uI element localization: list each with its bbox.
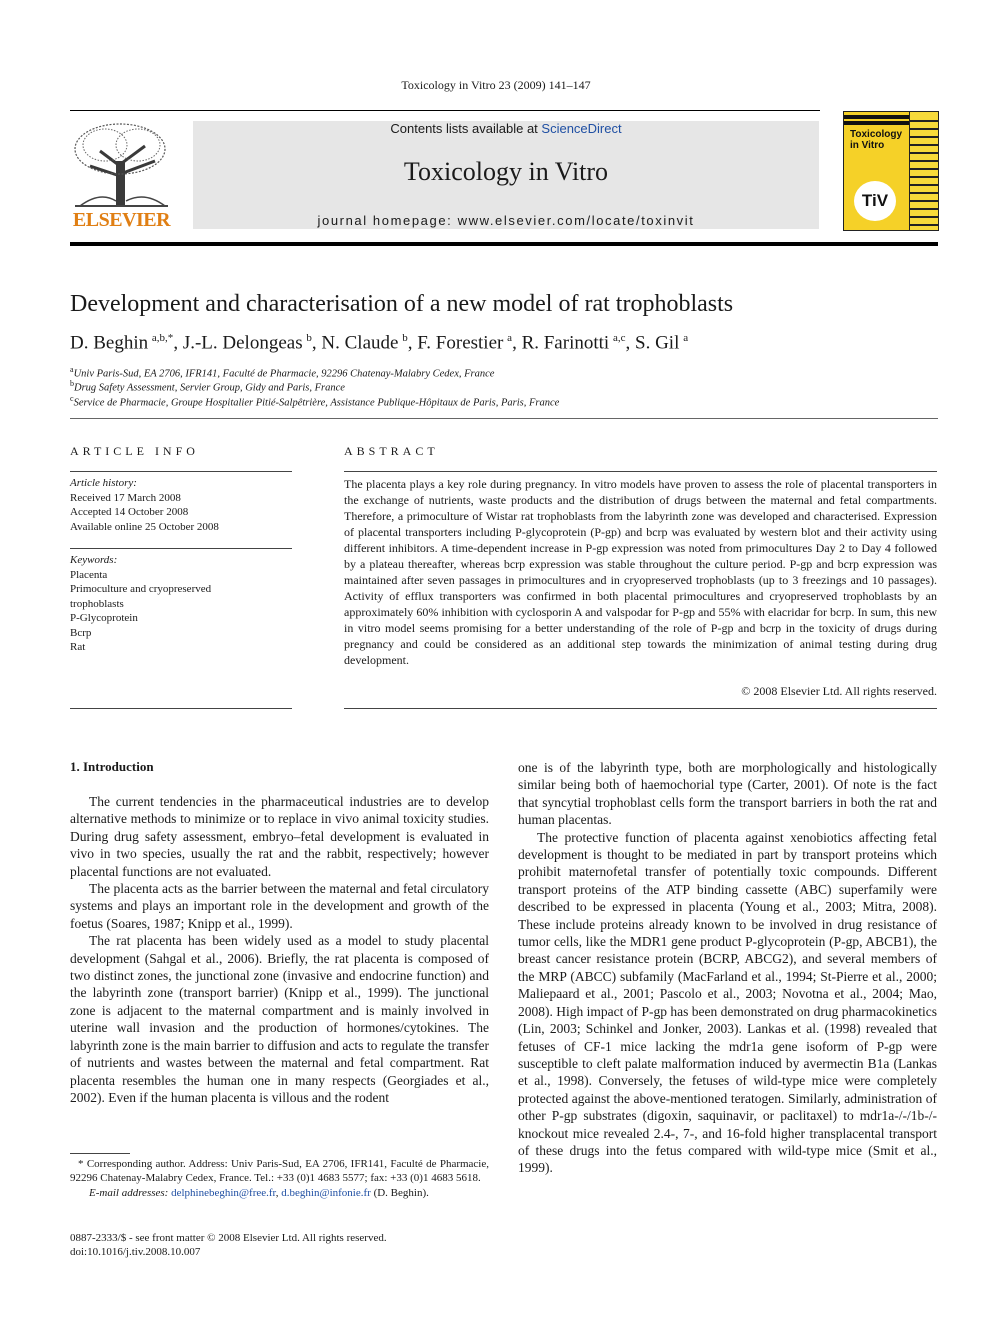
email-label: E-mail addresses: [89, 1186, 169, 1199]
author[interactable]: J.-L. Delongeas [182, 332, 303, 354]
journal-cover-thumbnail [843, 111, 939, 231]
abstract-copyright: © 2008 Elsevier Ltd. All rights reserved. [741, 684, 937, 698]
journal-homepage[interactable]: journal homepage: www.elsevier.com/locate/toxinvit [317, 213, 695, 228]
paragraph: The current tendencies in the pharmaceutical industries are to develop alternative methods to minimize or to replace in vivo animal toxicity studies. During drug safety assessment, embryo–fetal development is evaluated in vivo in two species, usually the rat and the rabbit, respectively; however placental functions are not evaluated. [70, 794, 489, 879]
article-history [70, 476, 292, 534]
affiliation: $^a$Univ Paris-Sud, EA 2706, IFR141, Faculté de Pharmacie, 92296 Chatenay-Malabry Cedex, France [70, 365, 495, 380]
author-list: D. Beghin $^{a,b,*}$, J.-L. Delongeas $^b$, N. Claude $^b$, F. Forestier $^a$, R. Farinotti $^{a,c}$, S. Gil $^a$ [70, 332, 689, 354]
author[interactable]: R. Farinotti [521, 332, 610, 354]
abstract-bottom-rule [344, 708, 937, 709]
history-item: Received 17 March 2008 [70, 491, 181, 504]
cover-title: Toxicology in Vitro [850, 129, 903, 151]
article-title: Development and characterisation of a new model of rat trophoblasts [70, 291, 734, 317]
affiliation-rule [70, 418, 938, 419]
author[interactable]: F. Forestier [417, 332, 504, 354]
contents-line [193, 121, 819, 136]
keyword: Placenta [70, 568, 108, 581]
doi-line[interactable]: doi:10.1016/j.tiv.2008.10.007 [70, 1246, 201, 1258]
author[interactable]: D. Beghin [70, 332, 149, 354]
abstract-text: The placenta plays a key role during pregnancy. In vitro models have proven to assess the role of placental transporters in the exchange of nutrients, waste products and the distribution of drugs between the maternal and fetal compartments. Therefore, a primoculture of Wistar rat trophoblasts from the labyrinth zone was developed and characterised. Expression of placental transporters including P-glycoprotein (P-gp) and bcrp was evaluated by western blot and their activity using different inhibitors. A time-dependent increase in P-gp expression was noted from primocultures Day 2 to Day 4 followed by a plateau thereafter, whereas bcrp expression was stable throughout the culture period. P-gp and bcrp expression was maintained after seven passages in primocultures and in cryopreserved trophoblasts (up to 3 freezings and 10 passages). Activity of efflux transporters was confirmed in both placental primocultures and cryopreserved trophoblasts by an approximately 60% inhibition with cyclosporin A and valspodar for P-gp and 55% with elacridar for bcrp. In sum, this new in vitro model seems promising for a better understanding of the role of P-gp and bcrp in the toxicity of drugs during pregnancy and could be considered as an additional step towards the minimization of animal testing during drug development. [344, 477, 937, 667]
paragraph: one is of the labyrinth type, both are morphologically and histologically similar being both of haemochorial type (Carter, 2001). Of note is the fact that syncytial trophoblast cells form the transport barriers in both the rat and human placentas. [518, 760, 937, 828]
author[interactable]: N. Claude [321, 332, 399, 354]
paragraph: The rat placenta has been widely used as a model to study placental development (Sahgal et al., 2006). Briefly, the rat placenta is composed of two distinct zones, the junctional zone (invasive and endocrine function) and the labyrinth zone (transport barrier) (Knipp et al., 1999). The junctional zone is adjacent to the maternal compartment and is mainly involved in uterine wall invasion and the production of hormones/cytokines. The labyrinth zone is the main barrier to diffusion and acts to regulate the transfer of nutrients and wastes between the maternal and fetal compartment. Rat placenta resembles the human one in many respects (Georgiades et al., 2002). Even if the human placenta is villous and the rodent [70, 933, 489, 1105]
corresponding-author-footnote: * Corresponding author. Address: Univ Paris-Sud, EA 2706, IFR141, Faculté de Pharmacie, 92296 Chatenay-Malabry Cedex, France. Tel.: +33 (0)1 4683 5577; fax: +33 (0)1 4683 5618. E-mail addresses: delphinebeghin@free.fr, d.beghin@infonie.fr (D. Beghin). [70, 1158, 489, 1199]
email-link[interactable]: d.beghin@infonie.fr [281, 1186, 371, 1199]
history-item: Available online 25 October 2008 [70, 520, 219, 533]
article-info-heading: ARTICLE INFO [70, 444, 199, 458]
affiliation: $^c$Service de Pharmacie, Groupe Hospitalier Pitié-Salpêtrière, Assistance Publique-Hôpitaux de Paris, Paris, France [70, 394, 560, 409]
journal-reference: Toxicology in Vitro 23 (2009) 141–147 [401, 78, 591, 92]
section-heading-introduction: 1. Introduction [70, 759, 154, 774]
page-footer [70, 1231, 387, 1259]
journal-title: Toxicology in Vitro [403, 157, 609, 186]
keyword: P-Glycoprotein [70, 612, 138, 624]
sciencedirect-link[interactable]: ScienceDirect [541, 121, 622, 136]
header-top-rule [70, 110, 820, 111]
issn-line: 0887-2333/$ - see front matter © 2008 Elsevier Ltd. All rights reserved. [70, 1232, 387, 1244]
footnote-text: * Corresponding author. Address: Univ Paris-Sud, EA 2706, IFR141, Faculté de Pharmacie, 92296 Chatenay-Malabry Cedex, France. Tel.: +33 (0)1 4683 5577; fax: +33 (0)1 4683 5618. [70, 1158, 489, 1185]
body-column-left [70, 793, 489, 1106]
keywords-rule [70, 708, 292, 709]
contents-prefix: Contents lists available at [390, 121, 542, 136]
history-rule [70, 548, 292, 549]
abstract-top-rule [344, 471, 937, 472]
email-link[interactable]: delphinebeghin@free.fr [171, 1186, 276, 1199]
footnote-rule [70, 1153, 130, 1154]
body-column-right [518, 759, 937, 1177]
keyword: Bcrp [70, 626, 92, 639]
elsevier-wordmark: ELSEVIER [72, 209, 171, 231]
author[interactable]: S. Gil [635, 332, 680, 354]
email-suffix: (D. Beghin). [373, 1186, 429, 1199]
paragraph: The placenta acts as the barrier between the maternal and fetal circulatory systems and plays an important role in the development and growth of the foetus (Soares, 1987; Knipp et al., 1999). [70, 881, 489, 931]
header-thick-rule [70, 242, 938, 246]
keyword: trophoblasts [70, 597, 124, 610]
article-info-rule [70, 471, 292, 472]
affiliation: $^b$Drug Safety Assessment, Servier Group, Gidy and Paris, France [70, 379, 345, 394]
abstract-heading: ABSTRACT [344, 444, 439, 458]
history-item: Accepted 14 October 2008 [70, 506, 189, 518]
keywords-label: Keywords: [70, 554, 118, 566]
keywords [70, 553, 292, 655]
history-label: Article history: [70, 477, 137, 489]
paragraph: The protective function of placenta against xenobiotics affecting fetal development is thought to be mediated in part by transport proteins which prohibit maternofetal transfer of potentially toxic compounds. Different transport proteins of the ATP binding cassette (ABC) superfamily were described to be expressed in placenta (Young et al., 2003; Mitra, 2008). These include proteins already known to be involved in drug resistance of tumor cells, like the MDR1 gene product P-glycoprotein (P-gp, ABCB1), the breast cancer resistance protein (BCRP, ABCG2), and several members of the MRP (ABCC) subfamily (MacFarland et al., 1994; St-Pierre et al., 2000; Maliepaard et al., 2001; Pascolo et al., 2003; Novotna et al., 2004; Mao, 2008). High impact of P-gp has been demonstrated on drug pharmacokinetics (Lin, 2003; Schinkel and Jonker, 2003). Lankas et al. (1998) revealed that fetuses of CF-1 mice lacking the mdr1a gene isoform of P-gp were susceptible to cleft palate malformation induced by avermectin B1a (Lankas et al., 1998). Conversely, the fetuses of wild-type mice were completely protected against the above-mentioned teratogen. Similarly, administration of other P-gp substrates (digoxin, saquinavir, or paclitaxel) to mdr1a-/-/1b-/- knockout mice revealed 2.4-, 7-, and 16-fold higher transplacental transport of these drugs into the fetus compared with wild-type mice (Smit et al., 1999). [518, 829, 937, 1176]
keyword: Primoculture and cryopreserved [70, 583, 212, 595]
keyword: Rat [70, 641, 86, 653]
cover-badge: TiV [854, 181, 896, 221]
